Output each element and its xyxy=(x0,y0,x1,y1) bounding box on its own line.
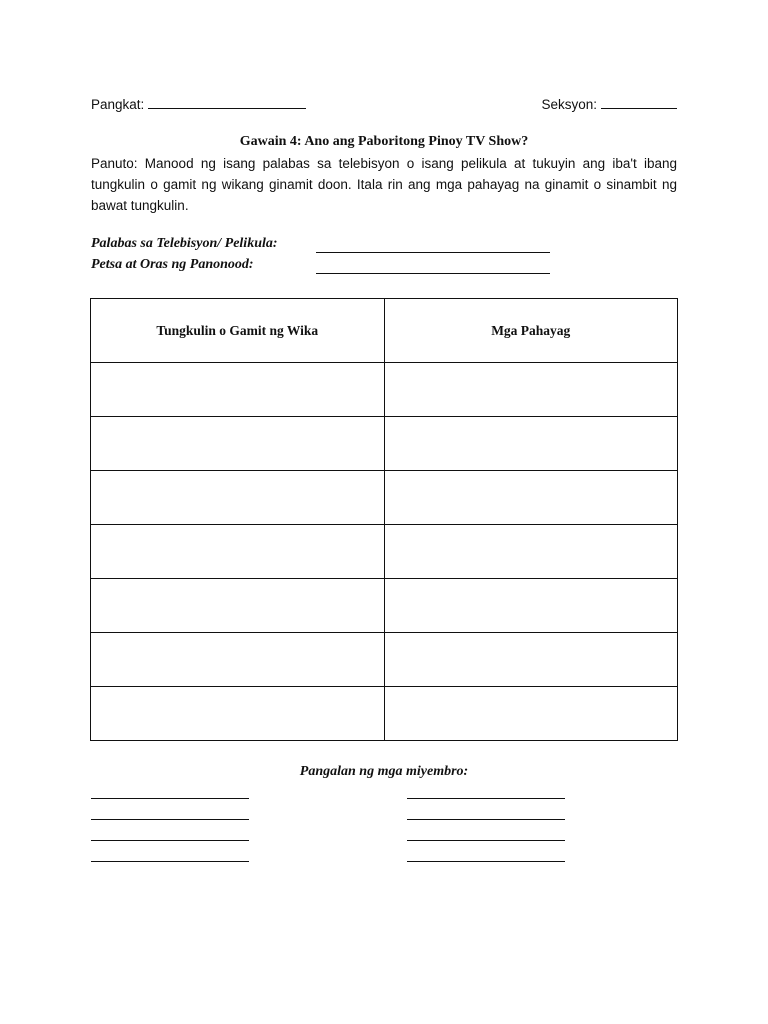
section-blank[interactable] xyxy=(601,94,677,109)
table-cell-function[interactable] xyxy=(91,579,385,633)
activity-title: Gawain 4: Ano ang Paboritong Pinoy TV Show? xyxy=(239,134,529,149)
instructions-text: Panuto: Manood ng isang palabas sa telebisyon o isang pelikula at tukuyin ang iba't ibang tungkulin o gamit ng wikang ginamit doon. Itala rin ang mga pahayag na ginamit o sinambit ng bawat tungkulin. xyxy=(91,156,677,213)
table-cell-statement[interactable] xyxy=(384,633,678,687)
table-cell-function[interactable] xyxy=(91,687,385,741)
table-cell-statement[interactable] xyxy=(384,471,678,525)
table-header-row xyxy=(91,299,678,363)
table-row xyxy=(91,579,678,633)
table-cell-function[interactable] xyxy=(91,525,385,579)
show-blank[interactable] xyxy=(316,252,550,253)
member-name-line[interactable] xyxy=(91,819,249,820)
group-blank[interactable] xyxy=(148,94,306,109)
table-row xyxy=(91,633,678,687)
members-title: Pangalan ng mga miyembro: xyxy=(299,764,469,779)
column-header-function: Tungkulin o Gamit ng Wika xyxy=(91,299,385,363)
table-cell-statement[interactable] xyxy=(384,525,678,579)
table-cell-statement[interactable] xyxy=(384,363,678,417)
table-cell-statement[interactable] xyxy=(384,687,678,741)
member-name-line[interactable] xyxy=(91,861,249,862)
show-label: Palabas sa Telebisyon/ Pelikula: xyxy=(91,236,278,251)
language-function-table xyxy=(90,298,678,741)
table-row xyxy=(91,525,678,579)
member-name-line[interactable] xyxy=(407,840,565,841)
datetime-blank[interactable] xyxy=(316,273,550,274)
table-cell-statement[interactable] xyxy=(384,417,678,471)
table-row xyxy=(91,363,678,417)
show-info-row xyxy=(91,236,316,252)
table-row xyxy=(91,417,678,471)
table-cell-function[interactable] xyxy=(91,363,385,417)
table-cell-function[interactable] xyxy=(91,633,385,687)
table-cell-function[interactable] xyxy=(91,417,385,471)
column-header-statements: Mga Pahayag xyxy=(384,299,678,363)
section-field xyxy=(541,94,677,112)
datetime-info-row xyxy=(91,257,316,273)
member-name-line[interactable] xyxy=(407,861,565,862)
member-name-line[interactable] xyxy=(91,798,249,799)
group-label: Pangkat: xyxy=(91,97,145,112)
header-row xyxy=(91,94,677,114)
member-name-line[interactable] xyxy=(407,798,565,799)
table-row xyxy=(91,471,678,525)
member-name-line[interactable] xyxy=(407,819,565,820)
group-field xyxy=(91,94,306,112)
table-cell-function[interactable] xyxy=(91,471,385,525)
table-row xyxy=(91,687,678,741)
datetime-label: Petsa at Oras ng Panonood: xyxy=(91,257,254,272)
member-name-line[interactable] xyxy=(91,840,249,841)
section-label: Seksyon: xyxy=(541,97,597,112)
table-cell-statement[interactable] xyxy=(384,579,678,633)
